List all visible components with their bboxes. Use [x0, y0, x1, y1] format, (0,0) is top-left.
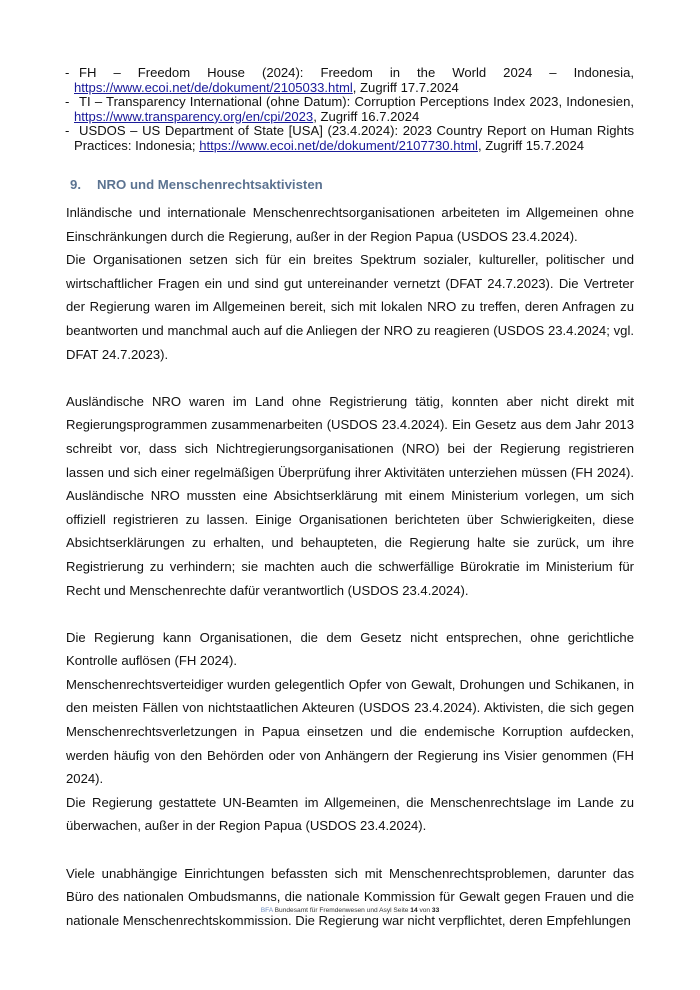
paragraph: Die Regierung gestattete UN-Beamten im Allgemeinen, die Menschenrechtslage im Lande zu überwachen, außer in der Region Papua (USDOS 23.4.2024). [66, 794, 634, 834]
list-dash: - [65, 123, 70, 139]
paragraph: Die Organisationen setzen sich für ein breites Spektrum sozialer, kultureller, politischer und wirtschaftlicher Fragen ein und sind gut untereinander vernetzt (DFAT 24.7.2023). Die Vertreter der Regierung waren im Allgemeinen bereit, sich mit lokalen NRO zu treffen, deren Anfragen zu beantworten und manchmal auch auf die Anliegen der NRO zu reagieren (USDOS 23.4.2024; vgl. DFAT 24.7.2023). [66, 252, 634, 362]
paragraph: Inländische und internationale Menschenrechtsorganisationen arbeiteten im Allgemeinen ohne Einschränkungen durch die Regierung, außer in der Region Papua (USDOS 23.4.2024). [66, 205, 634, 244]
page-footer [0, 907, 700, 914]
list-dash: - [65, 94, 70, 110]
page-total: 33 [431, 907, 440, 914]
reference-list [66, 66, 634, 154]
reference-item [66, 66, 634, 95]
paragraph-spacer [66, 838, 634, 862]
footer-of: von [417, 907, 432, 914]
reference-text: TI – Transparency International (ohne Datum): Corruption Perceptions Index 2023, Indonesien, [79, 94, 634, 110]
reference-text: USDOS – US Department of State [USA] (23.4.2024): 2023 Country Report on Human Rights [79, 123, 634, 139]
reference-link[interactable]: https://www.ecoi.net/de/dokument/2105033.html [74, 79, 353, 95]
paragraph-spacer [66, 602, 634, 626]
page-number: 14 [410, 907, 418, 914]
list-dash: - [65, 65, 70, 80]
reference-access-date: , Zugriff 15.7.2024 [477, 137, 585, 153]
reference-access-date: , Zugriff 17.7.2024 [352, 79, 459, 95]
footer-org: Bundesamt für Fremdenwesen und Asyl Seite [272, 907, 411, 914]
section-number: 9. [70, 177, 81, 192]
reference-text: FH – Freedom House (2024): Freedom in the World 2024 – Indonesia, [79, 65, 634, 80]
paragraph: Viele unabhängige Einrichtungen befassten sich mit Menschenrechtsproblemen, darunter das Büro des nationalen Ombudsmanns, die nationale Kommission für Gewalt gegen Frauen und die nationale Menschenrechtskommission. Die Regierung war nicht verpflichtet, deren Empfehlungen [66, 865, 634, 928]
reference-text-cont: Practices: Indonesia; [74, 137, 200, 153]
reference-link[interactable]: https://www.transparency.org/en/cpi/2023 [74, 108, 314, 124]
paragraph: Ausländische NRO waren im Land ohne Registrierung tätig, konnten aber nicht direkt mit Regierungsprogrammen zusammenarbeiten (USDOS 23.4.2024). Ein Gesetz aus dem Jahr 2013 schreibt vor, dass sich Nichtregierungsorganisationen (NRO) bei der Regierung registrieren lassen und sich einer regelmäßigen Überprüfung ihrer Aktivitäten unterziehen müssen (FH 2024). Ausländische NRO mussten eine Absichtserklärung mit einem Ministerium vorlegen, um sich offiziell registrieren zu lassen. Einige Organisationen berichteten über Schwierigkeiten, diese Absichtserklärungen zu erhalten, und behaupteten, die Regierung halte sie zurück, um ihre Registrierung zu verhindern; sie machten auch die schwerfällige Bürokratie im Ministerium für Recht und Menschenrechte dafür verantwortlich (USDOS 23.4.2024). [66, 393, 634, 598]
section-title: NRO und Menschenrechtsaktivisten [97, 177, 323, 192]
paragraph: Menschenrechtsverteidiger wurden gelegentlich Opfer von Gewalt, Drohungen und Schikanen, in den meisten Fällen von nichtstaatlichen Akteuren (USDOS 23.4.2024). Aktivisten, die sich gegen Menschenrechtsverletzungen in Papua einsetzen und die endemische Korruption aufdecken, werden häufig von den Behörden oder von Anhängern der Regierung ins Visier genommen (FH 2024). [66, 676, 634, 787]
reference-link[interactable]: https://www.ecoi.net/de/dokument/2107730.html [199, 137, 478, 153]
section-heading [70, 177, 323, 192]
reference-access-date: , Zugriff 16.7.2024 [313, 108, 420, 124]
section-body [66, 201, 634, 932]
reference-item [66, 95, 634, 124]
paragraph: Die Regierung kann Organisationen, die dem Gesetz nicht entsprechen, ohne gerichtliche Kontrolle auflösen (FH 2024). [66, 629, 634, 669]
paragraph-spacer [66, 366, 634, 390]
bfa-logo-text: BFA [260, 907, 273, 914]
reference-item [66, 124, 634, 153]
